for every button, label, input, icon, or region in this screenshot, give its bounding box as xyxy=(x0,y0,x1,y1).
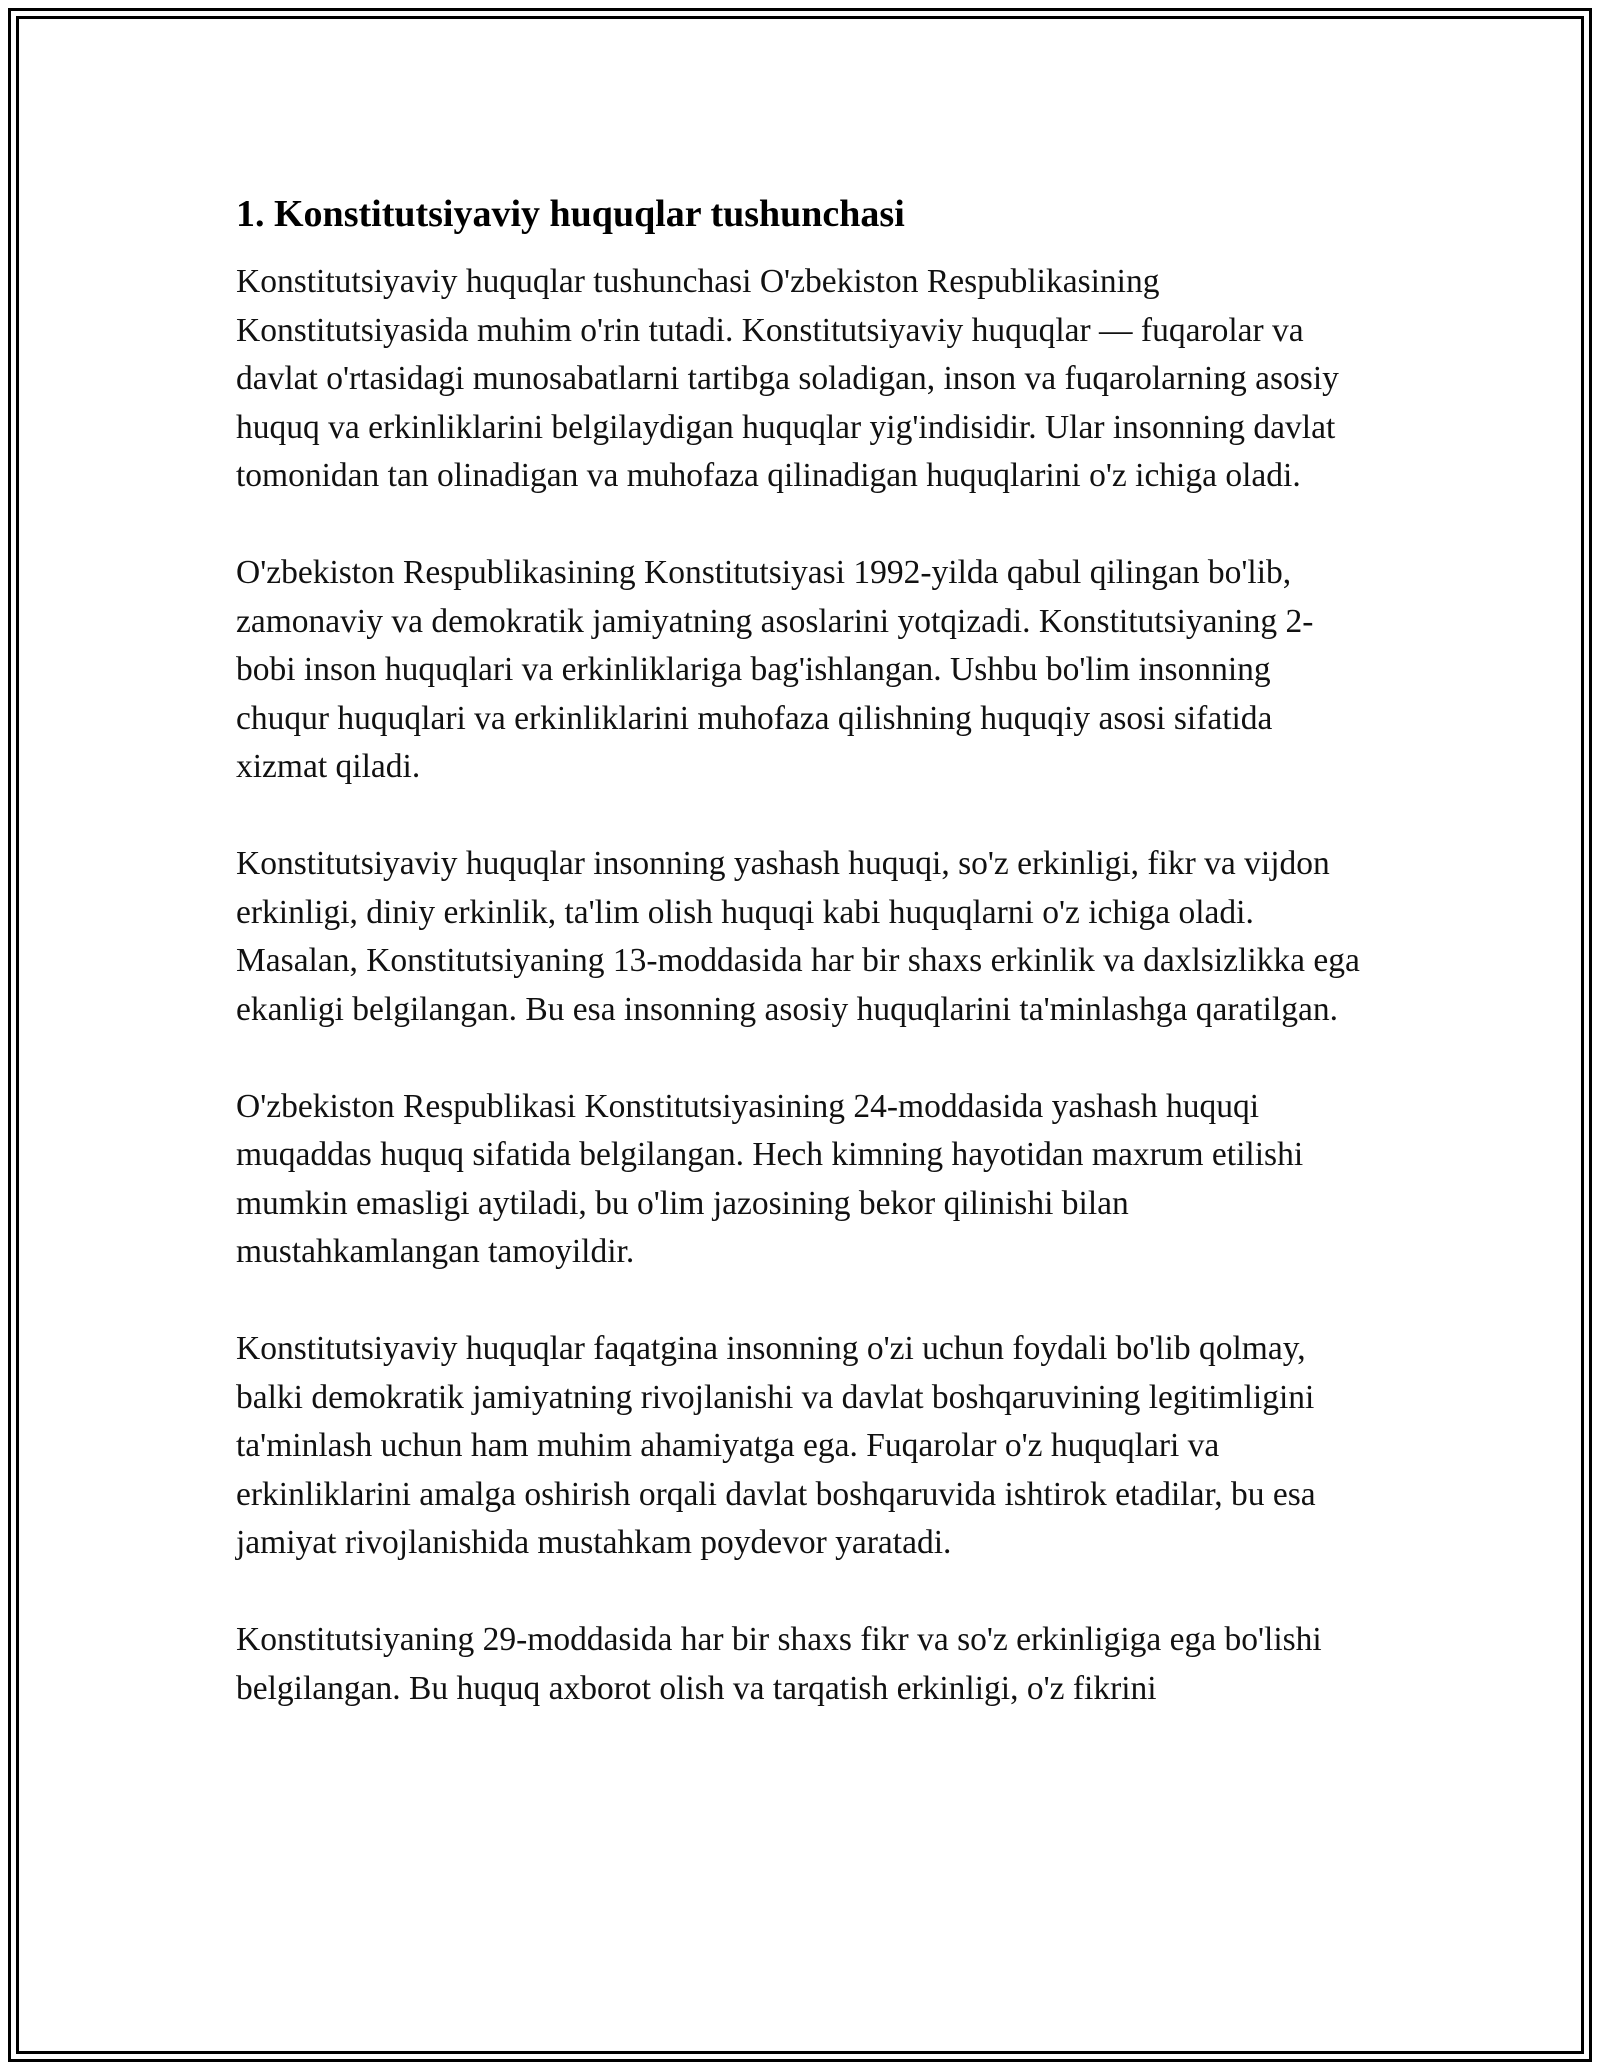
paragraph-2: O'zbekiston Respublikasining Konstitutsiyasi 1992-yilda qabul qilingan bo'lib, zamonaviy va demokratik jamiyatning asoslarini yotqizadi. Konstitutsiyaning 2-bobi inson huquqlari va erkinliklariga bag'ishlangan. Ushbu bo'lim insonning chuqur huquqlari va erkinliklarini muhofaza qilishning huquqiy asosi sifatida xizmat qiladi. xyxy=(236,554,1314,785)
paragraph-6: Konstitutsiyaning 29-moddasida har bir shaxs fikr va so'z erkinligiga ega bo'lishi belgilangan. Bu huquq axborot olish va tarqatish erkinligi, o'z fikrini xyxy=(236,1621,1322,1707)
paragraph-4: O'zbekiston Respublikasi Konstitutsiyasining 24-moddasida yashash huquqi muqaddas huquq sifatida belgilangan. Hech kimning hayotidan maxrum etilishi mumkin emasligi aytiladi, bu o'lim jazosining bekor qilinishi bilan mustahkamlangan tamoyildir. xyxy=(236,1087,1304,1270)
paragraph-3: Konstitutsiyaviy huquqlar insonning yashash huquqi, so'z erkinligi, fikr va vijdon erkinligi, diniy erkinlik, ta'lim olish huquqi kabi huquqlarni o'z ichiga oladi. Masalan, Konstitutsiyaning 13-moddasida har bir shaxs erkinlik va daxlsizlikka ega ekanligi belgilangan. Bu esa insonning asosiy huquqlarini ta'minlashga qaratilgan. xyxy=(236,845,1360,1028)
paragraph-1: Konstitutsiyaviy huquqlar tushunchasi O'zbekiston Respublikasining Konstitutsiyasida muhim o'rin tutadi. Konstitutsiyaviy huquqlar — fuqarolar va davlat o'rtasidagi munosabatlarni tartibga soladigan, inson va fuqarolarning asosiy huquq va erkinliklarini belgilaydigan huquqlar yig'indisidir. Ular insonning davlat tomonidan tan olinadigan va muhofaza qilinadigan huquqlarini o'z ichiga oladi. xyxy=(236,263,1339,494)
document-body xyxy=(236,190,1366,1762)
section-heading: 1. Konstitutsiyaviy huquqlar tushunchasi xyxy=(236,193,905,235)
paragraph-5: Konstitutsiyaviy huquqlar faqatgina insonning o'zi uchun foydali bo'lib qolmay, balki demokratik jamiyatning rivojlanishi va davlat boshqaruvining legitimligini ta'minlash uchun ham muhim ahamiyatga ega. Fuqarolar o'z huquqlari va erkinliklarini amalga oshirish orqali davlat boshqaruvida ishtirok etadilar, bu esa jamiyat rivojlanishida mustahkam poydevor yaratadi. xyxy=(236,1330,1316,1561)
